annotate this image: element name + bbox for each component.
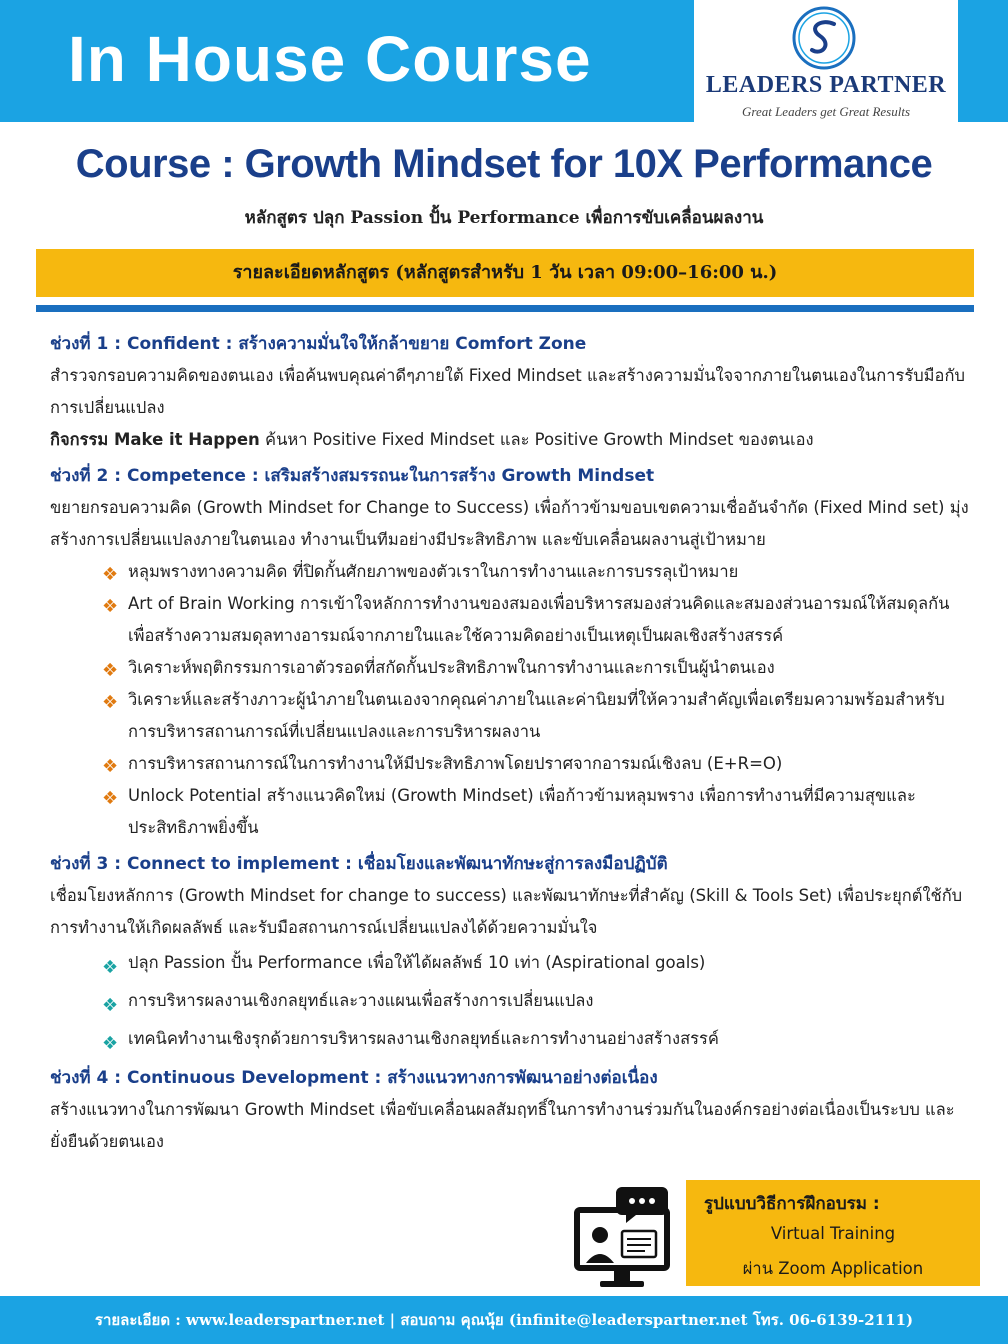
section-1-activity xyxy=(50,424,970,456)
list-item: ❖ การบริหารสถานการณ์ในการทำงานให้มีประสิทธิภาพโดยปราศจากอารมณ์เชิงลบ (E+R=O) xyxy=(102,748,970,780)
footer-contact: รายละเอียด : www.leaderspartner.net | สอบถาม คุณนุ้ย (infinite@leaderspartner.net โทร. 06-6139-2111) xyxy=(0,1296,1008,1344)
diamond-bullet-icon: ❖ xyxy=(102,995,119,1016)
divider xyxy=(36,305,974,312)
section-3-bullets xyxy=(50,944,970,1058)
course-detail-bar: รายละเอียดหลักสูตร (หลักสูตรสำหรับ 1 วัน เวลา 09:00–16:00 น.) xyxy=(36,249,974,297)
section-3-paragraph: เชื่อมโยงหลักการ (Growth Mindset for change to success) และพัฒนาทักษะที่สำคัญ (Skill & Tools Set) เพื่อประยุกต์ใช้กับการทำงานให้เกิดผลลัพธ์ และรับมือสถานการณ์เปลี่ยนแปลงได้ด้วยความมั่นใจ xyxy=(50,886,963,937)
diamond-bullet-icon: ❖ xyxy=(102,788,119,809)
training-format-line-1: Virtual Training xyxy=(770,1224,896,1243)
logo-tagline: Great Leaders get Great Results xyxy=(741,104,911,119)
section-1-heading: ช่วงที่ 1 : Confident : สร้างความมั่นใจให้กล้าขยาย Comfort Zone xyxy=(50,334,587,354)
section-1-paragraph: สำรวจกรอบความคิดของตนเอง เพื่อค้นพบคุณค่าดีๆภายใต้ Fixed Mindset และสร้างความมั่นใจจากภายในตนเองในการรับมือกับการเปลี่ยนแปลง xyxy=(50,366,965,417)
list-item: ❖ เทคนิคทำงานเชิงรุกด้วยการบริหารผลงานเชิงกลยุทธ์และการทำงานอย่างสร้างสรรค์ xyxy=(102,1020,970,1058)
logo-box xyxy=(694,0,958,122)
diamond-bullet-icon: ❖ xyxy=(102,660,119,681)
list-item: ❖ ปลุก Passion ปั้น Performance เพื่อให้ได้ผลลัพธ์ 10 เท่า (Aspirational goals) xyxy=(102,944,970,982)
activity-label: กิจกรรม Make it Happen xyxy=(50,430,260,449)
section-4-paragraph: สร้างแนวทางในการพัฒนา Growth Mindset เพื่อขับเคลื่อนผลสัมฤทธิ์ในการทำงานร่วมกันในองค์กรอย่างต่อเนื่องเป็นระบบ และยั่งยืนด้วยตนเอง xyxy=(50,1100,955,1151)
leaders-partner-logo-icon xyxy=(790,4,858,72)
list-item: ❖ Art of Brain Working การเข้าใจหลักการทำงานของสมองเพื่อบริหารสมองส่วนคิดและสมองส่วนอารมณ์ให้สมดุลกัน เพื่อสร้างความสมดุลทางอารมณ์จากภายในและใช้ความคิดอย่างเป็นเหตุเป็นผลเชิงสร้างสรรค์ xyxy=(102,588,970,652)
training-format-line-2: ผ่าน Zoom Application xyxy=(742,1259,924,1278)
list-item: ❖ Unlock Potential สร้างแนวคิดใหม่ (Growth Mindset) เพื่อก้าวข้ามหลุมพราง เพื่อการทำงานที่มีความสุขและประสิทธิภาพยิ่งขึ้น xyxy=(102,780,970,844)
course-content xyxy=(50,324,970,1158)
activity-text: ค้นหา Positive Fixed Mindset และ Positive Growth Mindset ของตนเอง xyxy=(259,430,814,449)
header-title: In House Course xyxy=(68,23,592,95)
diamond-bullet-icon: ❖ xyxy=(102,1033,119,1054)
diamond-bullet-icon: ❖ xyxy=(102,756,119,777)
course-title: Course : Growth Mindset for 10X Performance xyxy=(75,142,933,186)
diamond-bullet-icon: ❖ xyxy=(102,596,119,617)
diamond-bullet-icon: ❖ xyxy=(102,564,119,585)
section-3-heading: ช่วงที่ 3 : Connect to implement : เชื่อมโยงและพัฒนาทักษะสู่การลงมือปฏิบัติ xyxy=(50,854,668,874)
section-2-paragraph: ขยายกรอบความคิด (Growth Mindset for Change to Success) เพื่อก้าวข้ามขอบเขตความเชื่ออันจำกัด (Fixed Mind set) มุ่งสร้างการเปลี่ยนแปลงภายในตนเอง ทำงานเป็นทีมอย่างมีประสิทธิภาพ และขับเคลื่อนผลงานสู่เป้าหมาย xyxy=(50,498,969,549)
section-4-heading: ช่วงที่ 4 : Continuous Development : สร้างแนวทางการพัฒนาอย่างต่อเนื่อง xyxy=(50,1068,658,1088)
list-item: ❖ วิเคราะห์และสร้างภาวะผู้นำภายในตนเองจากคุณค่าภายในและค่านิยมที่ให้ความสำคัญเพื่อเตรียมความพร้อมสำหรับการบริหารสถานการณ์ที่เปลี่ยนแปลงและการบริหารผลงาน xyxy=(102,684,970,748)
diamond-bullet-icon: ❖ xyxy=(102,692,119,713)
section-2-bullets xyxy=(50,556,970,844)
training-format-box xyxy=(686,1180,980,1286)
list-item: ❖ หลุมพรางทางความคิด ที่ปิดกั้นศักยภาพของตัวเราในการทำงานและการบรรลุเป้าหมาย xyxy=(102,556,970,588)
training-format-title: รูปแบบวิธีการฝึกอบรม : xyxy=(704,1194,880,1214)
course-subtitle: หลักสูตร ปลุก Passion ปั้น Performance เพื่อการขับเคลื่อนผลงาน xyxy=(244,208,764,228)
logo-name: LEADERS PARTNER xyxy=(705,72,947,98)
section-2-heading: ช่วงที่ 2 : Competence : เสริมสร้างสมรรถนะในการสร้าง Growth Mindset xyxy=(50,466,655,486)
diamond-bullet-icon: ❖ xyxy=(102,957,119,978)
online-training-monitor-icon xyxy=(570,1185,674,1291)
list-item: ❖ วิเคราะห์พฤติกรรมการเอาตัวรอดที่สกัดกั้นประสิทธิภาพในการทำงานและการเป็นผู้นำตนเอง xyxy=(102,652,970,684)
list-item: ❖ การบริหารผลงานเชิงกลยุทธ์และวางแผนเพื่อสร้างการเปลี่ยนแปลง xyxy=(102,982,970,1020)
